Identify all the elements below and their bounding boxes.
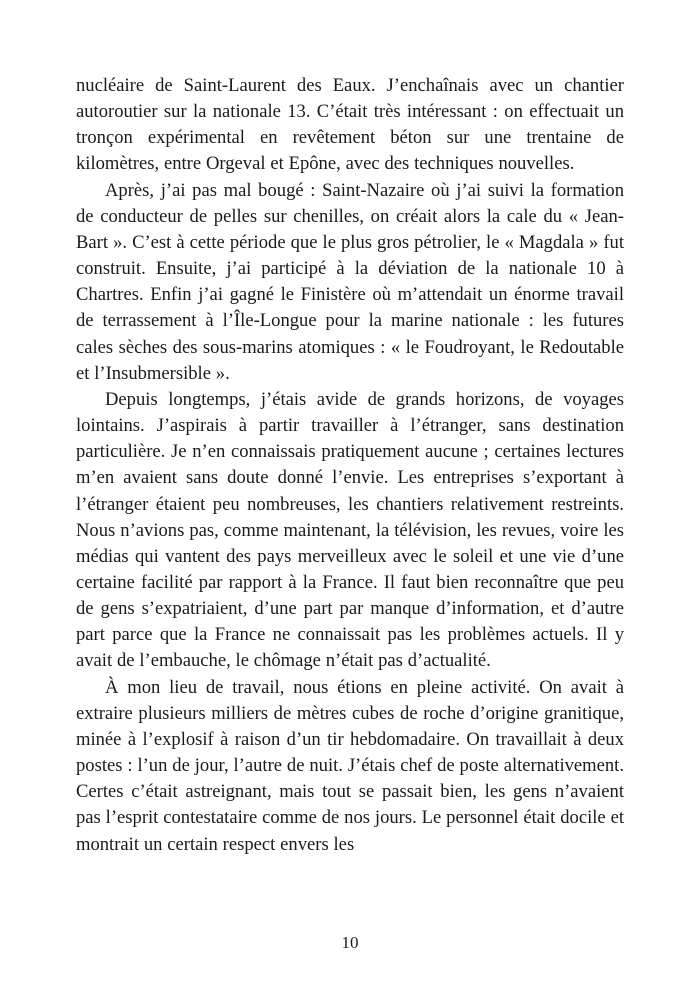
page-body-text <box>76 73 624 858</box>
paragraph: nucléaire de Saint-Laurent des Eaux. J’enchaînais avec un chantier autoroutier sur la nationale 13. C’était très intéressant : on effectuait un tronçon expérimental en revêtement béton sur une trentaine de kilomètres, entre Orgeval et Epône, avec des techniques nouvelles. <box>76 75 624 175</box>
paragraph: Depuis longtemps, j’étais avide de grands horizons, de voyages lointains. J’aspirais à partir travailler à l’étranger, sans destination particulière. Je n’en connaissais pratiquement aucune ; certaines lectures m’en avaient sans doute donné l’envie. Les entreprises s’exportant à l’étranger étaient peu nombreuses, les chantiers relativement restreints. Nous n’avions pas, comme maintenant, la télévision, les revues, voire les médias qui vantent des pays merveilleux avec le soleil et une vie d’une certaine facilité par rapport à la France. Il faut bien reconnaître que peu de gens s’expatriaient, d’une part par manque d’information, et d’autre part parce que la France ne connaissait pas les problèmes actuels. Il y avait de l’embauche, le chômage n’était pas d’actualité. <box>76 388 624 672</box>
page-number: 10 <box>341 933 359 952</box>
paragraph: Après, j’ai pas mal bougé : Saint-Nazaire où j’ai suivi la formation de conducteur de pelles sur chenilles, on créait alors la cale du « Jean-Bart ». C’est à cette période que le plus gros pétrolier, le « Magdala » fut construit. Ensuite, j’ai participé à la déviation de la nationale 10 à Chartres. Enfin j’ai gagné le Finistère où m’attendait un énorme travail de terrassement à l’Île-Longue pour la marine nationale : les futures cales sèches des sous-marins atomiques : « le Foudroyant, le Redoutable et l’Insubmersible ». <box>76 179 624 384</box>
paragraph: À mon lieu de travail, nous étions en pleine activité. On avait à extraire plusieurs milliers de mètres cubes de roche d’origine granitique, minée à l’explosif à raison d’un tir hebdomadaire. On travaillait à deux postes : l’un de jour, l’autre de nuit. J’étais chef de poste alternativement. Certes c’était astreignant, mais tout se passait bien, les gens n’avaient pas l’esprit contestataire comme de nos jours. Le personnel était docile et montrait un certain respect envers les <box>76 676 624 855</box>
